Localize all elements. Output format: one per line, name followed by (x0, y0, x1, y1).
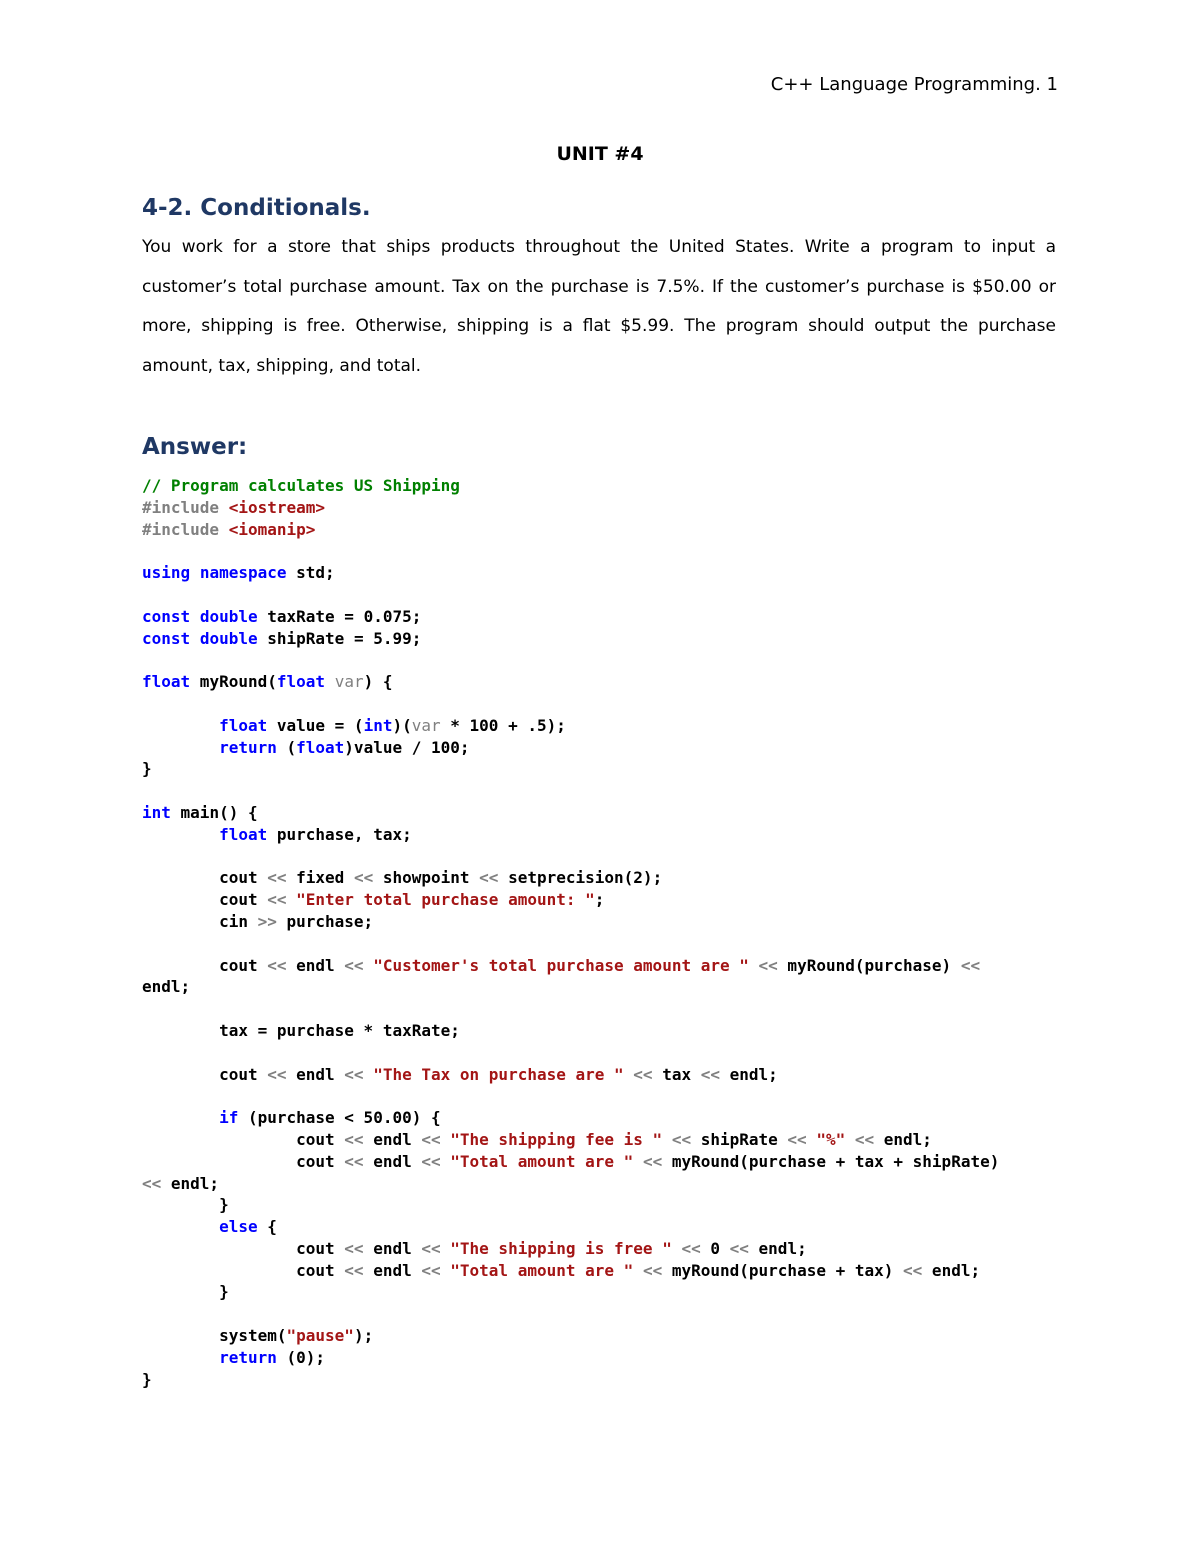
code-token: cout (142, 955, 268, 975)
section-heading: 4-2. Conditionals. (142, 195, 371, 221)
code-token: ; (594, 890, 605, 910)
code-token: #include (142, 519, 229, 539)
code-token: myRound(purchase + tax) (662, 1260, 904, 1280)
code-token: "The shipping fee is " (450, 1129, 663, 1149)
code-line (142, 867, 999, 889)
code-token: float (276, 672, 326, 692)
code-token: } (142, 1282, 229, 1302)
code-token (142, 1348, 219, 1367)
code-line (142, 955, 999, 977)
code-line (142, 497, 999, 519)
code-token: << (421, 1151, 441, 1171)
code-token: << (421, 1260, 441, 1280)
code-token (325, 672, 335, 691)
code-line (142, 1042, 999, 1064)
code-token: << (903, 1260, 923, 1280)
code-token (142, 1108, 219, 1127)
code-token: "The Tax on purchase are " (373, 1064, 624, 1084)
code-token: endl (286, 1064, 345, 1084)
code-token: else (219, 1217, 258, 1237)
code-token: main() { (170, 802, 258, 822)
code-token: taxRate = 0.075; (257, 606, 422, 626)
unit-title: UNIT #4 (556, 143, 644, 165)
code-token (142, 825, 219, 844)
code-token: endl; (142, 977, 191, 997)
code-token: fixed (286, 868, 354, 888)
code-line (142, 911, 999, 933)
code-token: << (142, 1173, 162, 1193)
code-line (142, 802, 999, 824)
code-token: // Program calculates US Shipping (142, 476, 460, 495)
code-token (633, 1261, 643, 1280)
code-token: endl (363, 1129, 422, 1149)
code-token: } (142, 759, 152, 779)
code-token: purchase; (276, 911, 374, 931)
code-token: endl (286, 955, 345, 975)
code-token: << (421, 1129, 441, 1149)
code-token (749, 956, 759, 975)
code-line (142, 1020, 999, 1042)
code-token: cin (142, 911, 258, 931)
code-token: << (267, 955, 287, 975)
code-token: << (787, 1129, 807, 1149)
code-line (142, 671, 999, 693)
code-line (142, 1347, 999, 1369)
code-line (142, 1151, 999, 1173)
code-token: endl; (874, 1129, 932, 1149)
code-token: return (219, 1347, 277, 1367)
code-line (142, 649, 999, 671)
code-token: << (267, 868, 287, 888)
code-token: cout (142, 1064, 268, 1084)
code-token: ); (353, 1326, 374, 1346)
code-line (142, 1369, 999, 1391)
code-line (142, 1194, 999, 1216)
code-token (287, 890, 297, 909)
code-token: << (642, 1151, 663, 1171)
code-token: endl (363, 1238, 422, 1258)
code-token: <iostream> (228, 497, 326, 517)
code-token: ) { (363, 672, 393, 692)
code-token: float (142, 672, 191, 692)
code-token: (0); (276, 1347, 326, 1367)
code-token: var (411, 715, 441, 735)
code-token: float (219, 824, 268, 844)
code-token (142, 1217, 219, 1236)
code-token: myRound( (190, 672, 277, 692)
code-token: { (257, 1217, 277, 1237)
code-line (142, 1173, 999, 1195)
code-token: endl (363, 1260, 422, 1280)
code-line (142, 1325, 999, 1347)
code-line (142, 1238, 999, 1260)
code-token: tax = purchase * taxRate; (142, 1020, 460, 1040)
code-token: << (353, 868, 374, 888)
code-token: tax (652, 1064, 701, 1084)
code-token: << (633, 1064, 653, 1084)
code-token (624, 1065, 634, 1084)
code-token (441, 1130, 451, 1149)
code-token (364, 1065, 374, 1084)
code-token: << (421, 1238, 441, 1258)
code-line (142, 998, 999, 1020)
code-token: endl; (922, 1260, 981, 1280)
code-token (190, 607, 200, 626)
code-token (441, 1239, 451, 1258)
code-token (807, 1130, 817, 1149)
code-line (142, 540, 999, 562)
code-token (142, 716, 219, 735)
code-line (142, 628, 999, 650)
code-token: myRound(purchase + tax + shipRate) (662, 1151, 1000, 1171)
problem-statement: You work for a store that ships products throughout the United States. Write a program to input a customer’s total purchase amount. Tax on the purchase is 7.5%. If the customer’s purchase is $50.00 or more, shipping is free. Otherwise, shipping is a flat $5.99. The program should output the purchase amount, tax, shipping, and total. (142, 237, 1056, 376)
code-token: endl (363, 1151, 422, 1171)
code-token: std; (286, 563, 335, 583)
code-line (142, 519, 999, 541)
code-token: float (296, 737, 345, 757)
code-line (142, 475, 999, 497)
code-token: cout (142, 1129, 345, 1149)
code-token: endl; (161, 1173, 220, 1193)
code-token: ( (276, 737, 297, 757)
code-token: cout (142, 868, 268, 888)
code-line (142, 606, 999, 628)
code-token: "%" (816, 1129, 846, 1149)
code-token: shipRate (691, 1129, 788, 1149)
code-line (142, 846, 999, 868)
code-token: "Customer's total purchase amount are " (373, 955, 749, 975)
code-line (142, 693, 999, 715)
code-line (142, 715, 999, 737)
code-token: double (199, 606, 258, 626)
code-token (190, 563, 200, 582)
code-token: << (344, 955, 364, 975)
code-token (364, 956, 374, 975)
code-token: << (479, 868, 499, 888)
code-token: "Total amount are " (450, 1260, 634, 1280)
code-token (441, 1152, 451, 1171)
code-token: << (681, 1238, 701, 1258)
code-token: << (267, 1064, 287, 1084)
code-line (142, 933, 999, 955)
code-token (142, 738, 219, 757)
code-token: "The shipping is free " (450, 1238, 672, 1258)
code-token: << (344, 1260, 364, 1280)
code-token: endl; (748, 1238, 807, 1258)
code-token: if (219, 1108, 239, 1128)
code-token: "Enter total purchase amount: " (296, 890, 595, 910)
code-line (142, 1064, 999, 1086)
code-token: "Total amount are " (450, 1151, 634, 1171)
code-line (142, 1281, 999, 1303)
code-token: << (344, 1129, 364, 1149)
code-line (142, 889, 999, 911)
code-token: purchase, tax; (267, 824, 412, 844)
code-token: (purchase < 50.00) { (238, 1108, 441, 1128)
code-token (845, 1130, 855, 1149)
code-token (190, 629, 200, 648)
code-token: <iomanip> (228, 519, 316, 539)
code-line (142, 1303, 999, 1325)
code-line (142, 737, 999, 759)
code-token: system( (142, 1326, 287, 1346)
code-token: } (142, 1369, 152, 1389)
code-line (142, 976, 999, 998)
code-token: value = ( (267, 715, 364, 735)
code-line (142, 758, 999, 780)
code-token: << (642, 1260, 663, 1280)
code-token: << (671, 1129, 692, 1149)
code-token (633, 1152, 643, 1171)
code-line (142, 562, 999, 584)
code-line (142, 584, 999, 606)
code-token: << (960, 955, 981, 975)
code-token: setprecision(2); (498, 868, 663, 888)
code-token: showpoint (373, 868, 480, 888)
code-token: endl; (720, 1064, 778, 1084)
code-line (142, 1129, 999, 1151)
code-token: "pause" (286, 1326, 354, 1346)
code-token: cout (142, 1260, 345, 1280)
code-token: << (700, 1064, 720, 1084)
code-token: << (267, 890, 287, 910)
code-token: const (142, 628, 191, 648)
code-token: #include (142, 497, 229, 517)
code-token: double (199, 628, 258, 648)
code-listing (142, 475, 999, 1390)
code-token: * 100 + .5); (440, 715, 566, 735)
code-token: cout (142, 890, 268, 910)
code-line (142, 780, 999, 802)
code-token (441, 1261, 451, 1280)
code-token: var (334, 672, 364, 692)
code-token: )value / 100; (344, 737, 470, 757)
code-line (142, 1085, 999, 1107)
code-token: int (363, 715, 393, 735)
answer-heading: Answer: (142, 434, 248, 460)
code-token: float (219, 715, 268, 735)
code-token: cout (142, 1151, 345, 1171)
code-token: int (142, 802, 171, 822)
code-token: cout (142, 1238, 345, 1258)
code-token: << (344, 1064, 364, 1084)
code-token: const (142, 606, 191, 626)
code-line (142, 824, 999, 846)
code-token: namespace (199, 563, 287, 583)
code-token: myRound(purchase) (777, 955, 961, 975)
code-token: shipRate = 5.99; (257, 628, 422, 648)
code-token: )( (392, 715, 412, 735)
code-token: } (142, 1195, 229, 1215)
code-token: << (729, 1238, 749, 1258)
code-token (662, 1130, 672, 1149)
code-token: << (854, 1129, 875, 1149)
running-header: C++ Language Programming. 1 (770, 74, 1058, 95)
code-token: << (344, 1151, 364, 1171)
code-line (142, 1260, 999, 1282)
code-token: 0 (700, 1238, 730, 1258)
code-token: return (219, 737, 277, 757)
code-token: << (344, 1238, 364, 1258)
code-line (142, 1216, 999, 1238)
code-token: >> (257, 911, 277, 931)
code-token: << (758, 955, 778, 975)
code-token: using (142, 563, 191, 583)
code-line (142, 1107, 999, 1129)
